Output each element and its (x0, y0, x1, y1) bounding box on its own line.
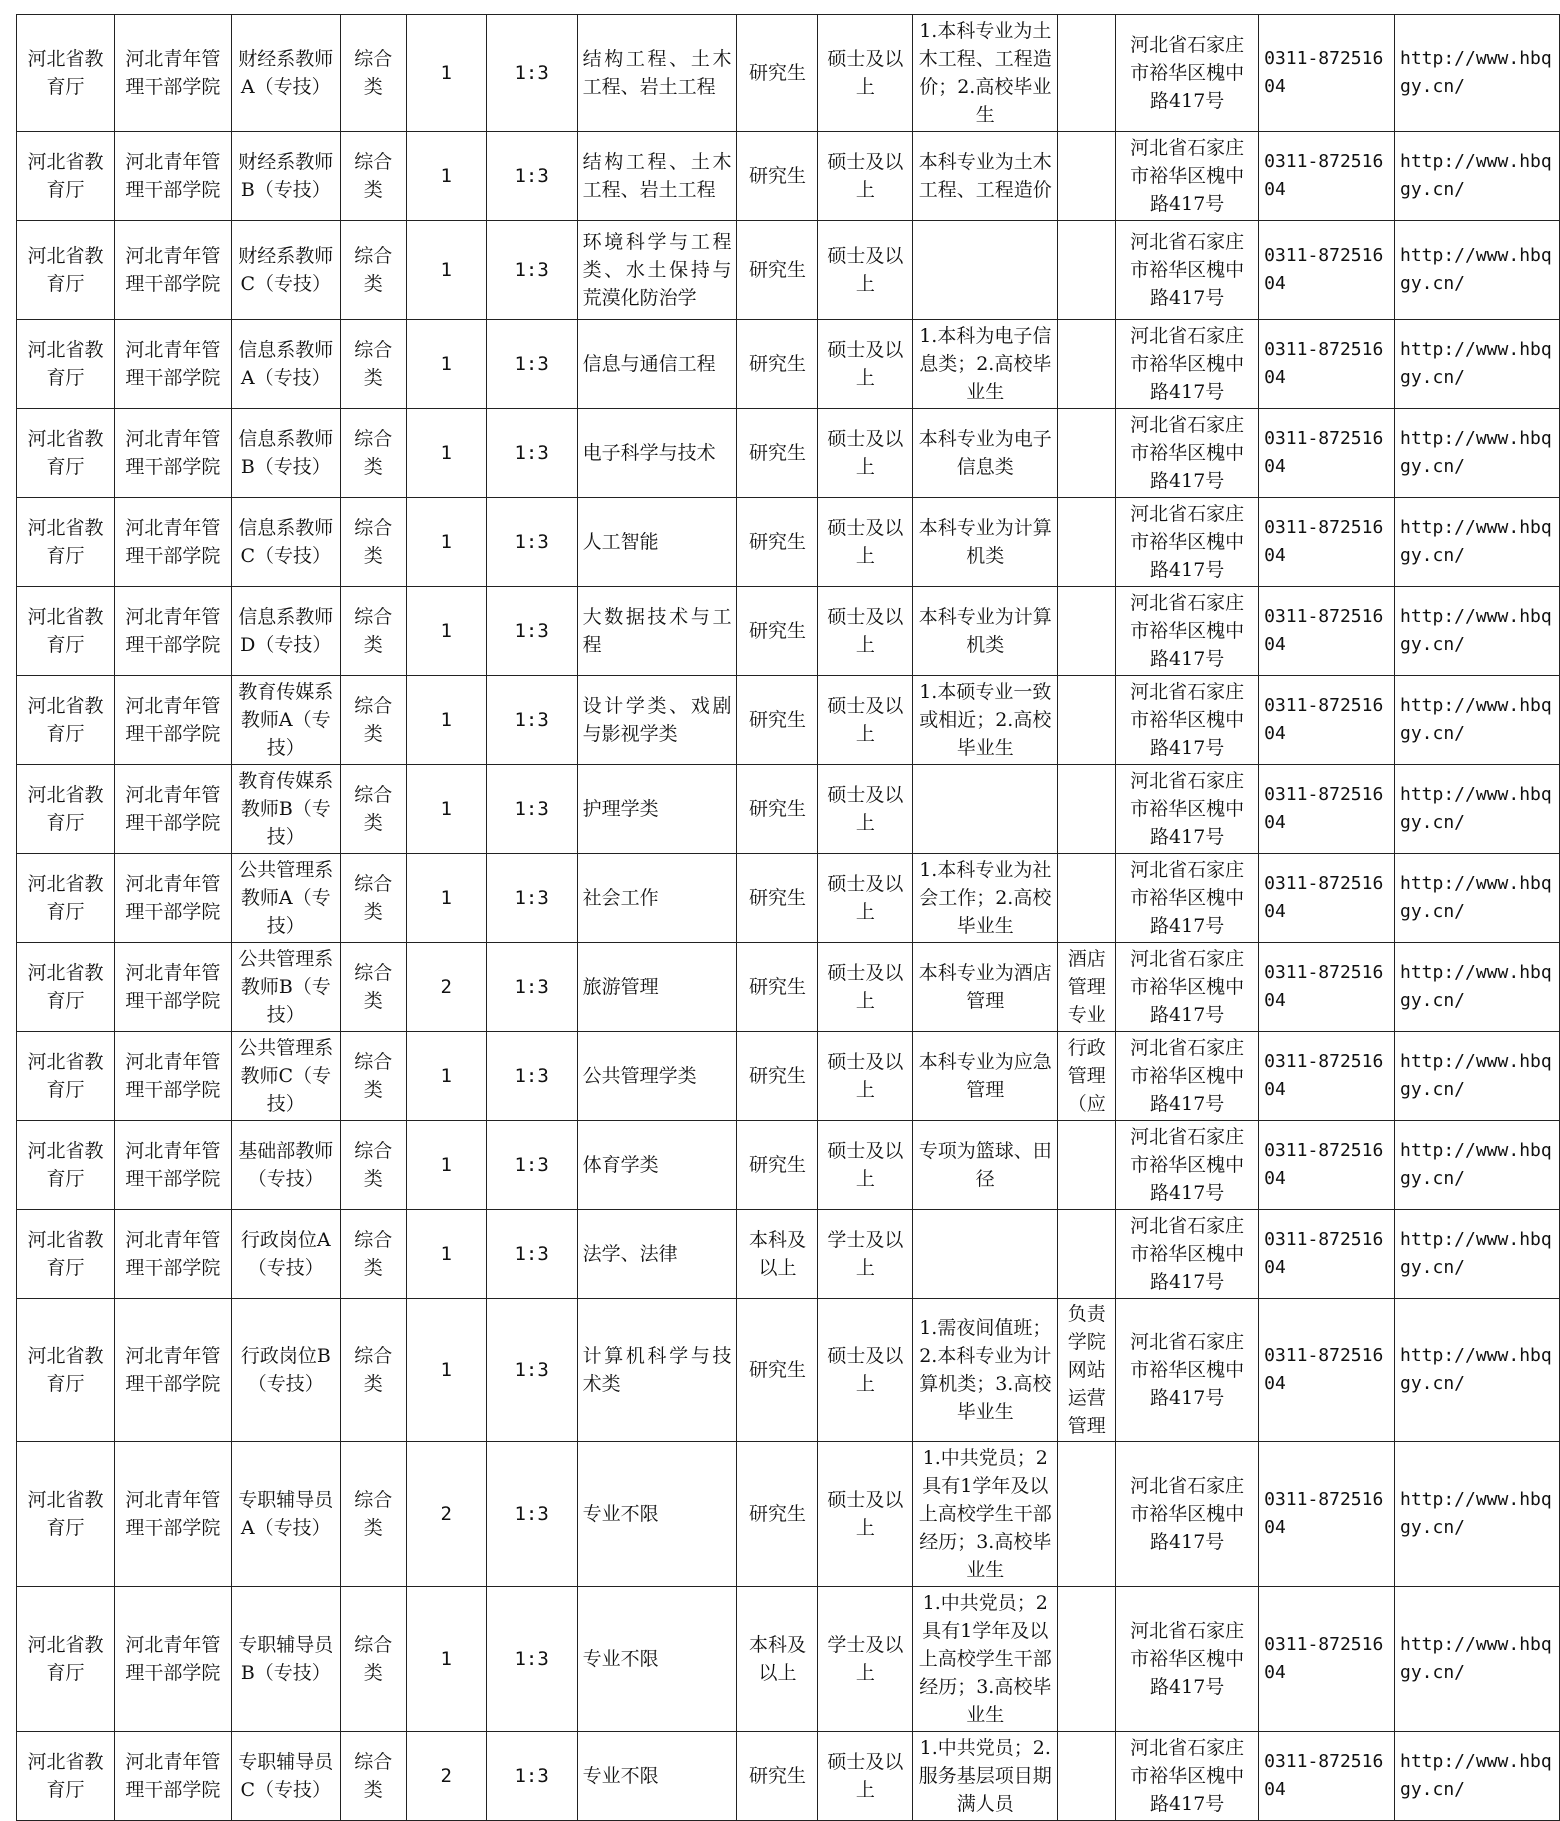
cell-remarks (1058, 765, 1116, 854)
cell-website: http://www.hbqgy.cn/ (1394, 854, 1559, 943)
cell-employer: 河北青年管理干部学院 (114, 320, 231, 409)
cell-exam-ratio: 1:3 (486, 320, 577, 409)
cell-phone: 0311-87251604 (1259, 765, 1395, 854)
cell-phone: 0311-87251604 (1259, 15, 1395, 132)
cell-major: 设计学类、戏剧与影视学类 (577, 676, 737, 765)
cell-department: 河北省教育厅 (17, 1121, 115, 1210)
cell-website: http://www.hbqgy.cn/ (1394, 15, 1559, 132)
cell-education: 本科及以上 (737, 1210, 818, 1299)
cell-department: 河北省教育厅 (17, 854, 115, 943)
cell-phone: 0311-87251604 (1259, 1210, 1395, 1299)
cell-remarks: 行政管理（应 (1058, 1032, 1116, 1121)
cell-headcount: 1 (406, 15, 486, 132)
cell-position-category: 综合类 (340, 409, 406, 498)
cell-employer: 河北青年管理干部学院 (114, 1032, 231, 1121)
cell-website: http://www.hbqgy.cn/ (1394, 1587, 1559, 1732)
cell-major: 专业不限 (577, 1442, 737, 1587)
cell-position-name: 行政岗位B（专技） (231, 1299, 340, 1442)
cell-website: http://www.hbqgy.cn/ (1394, 1299, 1559, 1442)
cell-employer: 河北青年管理干部学院 (114, 765, 231, 854)
cell-education: 研究生 (737, 221, 818, 320)
cell-degree: 学士及以上 (818, 1587, 913, 1732)
cell-degree: 硕士及以上 (818, 854, 913, 943)
cell-major: 公共管理学类 (577, 1032, 737, 1121)
cell-requirements (913, 765, 1058, 854)
cell-remarks (1058, 221, 1116, 320)
cell-address: 河北省石家庄市裕华区槐中路417号 (1116, 1299, 1259, 1442)
cell-department: 河北省教育厅 (17, 498, 115, 587)
cell-position-name: 信息系教师D（专技） (231, 587, 340, 676)
cell-position-category: 综合类 (340, 587, 406, 676)
cell-employer: 河北青年管理干部学院 (114, 15, 231, 132)
table-row (17, 676, 1560, 765)
cell-position-name: 基础部教师（专技） (231, 1121, 340, 1210)
cell-remarks (1058, 854, 1116, 943)
table-row (17, 1587, 1560, 1732)
cell-headcount: 2 (406, 943, 486, 1032)
table-body (17, 15, 1560, 1821)
table-row (17, 15, 1560, 132)
cell-major: 专业不限 (577, 1587, 737, 1732)
cell-major: 计算机科学与技术类 (577, 1299, 737, 1442)
cell-requirements: 本科专业为土木工程、工程造价 (913, 132, 1058, 221)
cell-address: 河北省石家庄市裕华区槐中路417号 (1116, 765, 1259, 854)
cell-employer: 河北青年管理干部学院 (114, 587, 231, 676)
cell-department: 河北省教育厅 (17, 943, 115, 1032)
cell-degree: 硕士及以上 (818, 320, 913, 409)
cell-major: 专业不限 (577, 1732, 737, 1821)
cell-website: http://www.hbqgy.cn/ (1394, 1732, 1559, 1821)
cell-position-category: 综合类 (340, 1121, 406, 1210)
table-row (17, 409, 1560, 498)
cell-address: 河北省石家庄市裕华区槐中路417号 (1116, 854, 1259, 943)
cell-position-category: 综合类 (340, 1299, 406, 1442)
cell-degree: 硕士及以上 (818, 1442, 913, 1587)
cell-remarks (1058, 1442, 1116, 1587)
cell-exam-ratio: 1:3 (486, 1732, 577, 1821)
cell-address: 河北省石家庄市裕华区槐中路417号 (1116, 587, 1259, 676)
recruitment-table (16, 14, 1560, 1821)
cell-phone: 0311-87251604 (1259, 1121, 1395, 1210)
table-row (17, 1210, 1560, 1299)
cell-position-category: 综合类 (340, 1442, 406, 1587)
cell-department: 河北省教育厅 (17, 1587, 115, 1732)
cell-department: 河北省教育厅 (17, 132, 115, 221)
cell-education: 研究生 (737, 1299, 818, 1442)
cell-education: 研究生 (737, 1442, 818, 1587)
cell-headcount: 1 (406, 1587, 486, 1732)
cell-requirements: 专项为篮球、田径 (913, 1121, 1058, 1210)
cell-position-category: 综合类 (340, 1732, 406, 1821)
cell-exam-ratio: 1:3 (486, 409, 577, 498)
table-row (17, 587, 1560, 676)
cell-headcount: 1 (406, 221, 486, 320)
cell-headcount: 2 (406, 1732, 486, 1821)
cell-education: 研究生 (737, 1732, 818, 1821)
cell-employer: 河北青年管理干部学院 (114, 1121, 231, 1210)
cell-position-category: 综合类 (340, 765, 406, 854)
cell-major: 旅游管理 (577, 943, 737, 1032)
cell-employer: 河北青年管理干部学院 (114, 221, 231, 320)
cell-position-name: 行政岗位A（专技） (231, 1210, 340, 1299)
cell-remarks (1058, 15, 1116, 132)
cell-position-category: 综合类 (340, 132, 406, 221)
table-row (17, 1442, 1560, 1587)
cell-phone: 0311-87251604 (1259, 1732, 1395, 1821)
cell-position-name: 专职辅导员C（专技） (231, 1732, 340, 1821)
cell-department: 河北省教育厅 (17, 676, 115, 765)
cell-phone: 0311-87251604 (1259, 1032, 1395, 1121)
cell-employer: 河北青年管理干部学院 (114, 854, 231, 943)
cell-requirements (913, 221, 1058, 320)
cell-exam-ratio: 1:3 (486, 1442, 577, 1587)
cell-exam-ratio: 1:3 (486, 498, 577, 587)
cell-website: http://www.hbqgy.cn/ (1394, 765, 1559, 854)
cell-exam-ratio: 1:3 (486, 1121, 577, 1210)
cell-requirements: 1.本科为电子信息类；2.高校毕业生 (913, 320, 1058, 409)
cell-education: 研究生 (737, 15, 818, 132)
cell-position-category: 综合类 (340, 1032, 406, 1121)
cell-website: http://www.hbqgy.cn/ (1394, 1121, 1559, 1210)
cell-position-name: 公共管理系教师C（专技） (231, 1032, 340, 1121)
cell-degree: 硕士及以上 (818, 676, 913, 765)
cell-website: http://www.hbqgy.cn/ (1394, 943, 1559, 1032)
cell-major: 信息与通信工程 (577, 320, 737, 409)
cell-requirements: 1.本科专业为土木工程、工程造价；2.高校毕业生 (913, 15, 1058, 132)
cell-major: 护理学类 (577, 765, 737, 854)
cell-education: 研究生 (737, 587, 818, 676)
cell-employer: 河北青年管理干部学院 (114, 1210, 231, 1299)
cell-phone: 0311-87251604 (1259, 132, 1395, 221)
table-row (17, 1299, 1560, 1442)
table-row (17, 320, 1560, 409)
cell-exam-ratio: 1:3 (486, 1032, 577, 1121)
cell-requirements: 本科专业为计算机类 (913, 498, 1058, 587)
cell-position-name: 信息系教师A（专技） (231, 320, 340, 409)
cell-address: 河北省石家庄市裕华区槐中路417号 (1116, 1032, 1259, 1121)
cell-education: 研究生 (737, 132, 818, 221)
cell-position-category: 综合类 (340, 676, 406, 765)
cell-headcount: 1 (406, 1210, 486, 1299)
cell-website: http://www.hbqgy.cn/ (1394, 221, 1559, 320)
cell-education: 研究生 (737, 854, 818, 943)
cell-department: 河北省教育厅 (17, 1299, 115, 1442)
cell-phone: 0311-87251604 (1259, 320, 1395, 409)
cell-address: 河北省石家庄市裕华区槐中路417号 (1116, 15, 1259, 132)
cell-remarks (1058, 320, 1116, 409)
table-row (17, 221, 1560, 320)
recruitment-table-container (16, 14, 1560, 1821)
cell-headcount: 1 (406, 320, 486, 409)
cell-headcount: 1 (406, 1299, 486, 1442)
cell-department: 河北省教育厅 (17, 221, 115, 320)
cell-position-category: 综合类 (340, 15, 406, 132)
cell-website: http://www.hbqgy.cn/ (1394, 320, 1559, 409)
cell-position-category: 综合类 (340, 854, 406, 943)
cell-remarks (1058, 587, 1116, 676)
cell-address: 河北省石家庄市裕华区槐中路417号 (1116, 409, 1259, 498)
cell-position-name: 专职辅导员A（专技） (231, 1442, 340, 1587)
cell-department: 河北省教育厅 (17, 1210, 115, 1299)
cell-address: 河北省石家庄市裕华区槐中路417号 (1116, 320, 1259, 409)
table-row (17, 1121, 1560, 1210)
cell-website: http://www.hbqgy.cn/ (1394, 1442, 1559, 1587)
cell-requirements: 本科专业为应急管理 (913, 1032, 1058, 1121)
cell-address: 河北省石家庄市裕华区槐中路417号 (1116, 1732, 1259, 1821)
table-row (17, 132, 1560, 221)
cell-address: 河北省石家庄市裕华区槐中路417号 (1116, 1121, 1259, 1210)
cell-degree: 硕士及以上 (818, 943, 913, 1032)
cell-headcount: 1 (406, 409, 486, 498)
cell-headcount: 1 (406, 676, 486, 765)
cell-employer: 河北青年管理干部学院 (114, 498, 231, 587)
cell-department: 河北省教育厅 (17, 765, 115, 854)
cell-address: 河北省石家庄市裕华区槐中路417号 (1116, 1442, 1259, 1587)
cell-position-name: 信息系教师C（专技） (231, 498, 340, 587)
cell-position-category: 综合类 (340, 1587, 406, 1732)
cell-position-category: 综合类 (340, 943, 406, 1032)
cell-remarks: 负责学院网站运营管理 (1058, 1299, 1116, 1442)
cell-major: 环境科学与工程类、水土保持与荒漠化防治学 (577, 221, 737, 320)
table-row (17, 854, 1560, 943)
cell-requirements: 1.本科专业为社会工作；2.高校毕业生 (913, 854, 1058, 943)
cell-requirements: 1.本硕专业一致或相近；2.高校毕业生 (913, 676, 1058, 765)
cell-address: 河北省石家庄市裕华区槐中路417号 (1116, 943, 1259, 1032)
cell-website: http://www.hbqgy.cn/ (1394, 1032, 1559, 1121)
cell-requirements: 本科专业为电子信息类 (913, 409, 1058, 498)
table-row (17, 1032, 1560, 1121)
table-row (17, 765, 1560, 854)
cell-remarks (1058, 409, 1116, 498)
cell-employer: 河北青年管理干部学院 (114, 409, 231, 498)
cell-headcount: 1 (406, 498, 486, 587)
cell-remarks (1058, 132, 1116, 221)
cell-position-name: 财经系教师A（专技） (231, 15, 340, 132)
cell-phone: 0311-87251604 (1259, 498, 1395, 587)
cell-website: http://www.hbqgy.cn/ (1394, 409, 1559, 498)
table-row (17, 498, 1560, 587)
cell-employer: 河北青年管理干部学院 (114, 132, 231, 221)
cell-department: 河北省教育厅 (17, 1442, 115, 1587)
cell-requirements: 1.中共党员；2.服务基层项目期满人员 (913, 1732, 1058, 1821)
cell-exam-ratio: 1:3 (486, 221, 577, 320)
cell-major: 大数据技术与工程 (577, 587, 737, 676)
cell-major: 结构工程、土木工程、岩土工程 (577, 15, 737, 132)
cell-remarks (1058, 1587, 1116, 1732)
cell-position-name: 教育传媒系教师A（专技） (231, 676, 340, 765)
cell-exam-ratio: 1:3 (486, 1210, 577, 1299)
cell-exam-ratio: 1:3 (486, 1587, 577, 1732)
cell-degree: 硕士及以上 (818, 409, 913, 498)
cell-employer: 河北青年管理干部学院 (114, 1442, 231, 1587)
cell-position-category: 综合类 (340, 498, 406, 587)
cell-position-name: 教育传媒系教师B（专技） (231, 765, 340, 854)
cell-department: 河北省教育厅 (17, 1032, 115, 1121)
cell-requirements: 1.需夜间值班；2.本科专业为计算机类；3.高校毕业生 (913, 1299, 1058, 1442)
cell-education: 研究生 (737, 1121, 818, 1210)
cell-position-name: 信息系教师B（专技） (231, 409, 340, 498)
cell-employer: 河北青年管理干部学院 (114, 1732, 231, 1821)
cell-website: http://www.hbqgy.cn/ (1394, 1210, 1559, 1299)
cell-address: 河北省石家庄市裕华区槐中路417号 (1116, 1587, 1259, 1732)
cell-address: 河北省石家庄市裕华区槐中路417号 (1116, 1210, 1259, 1299)
cell-headcount: 2 (406, 1442, 486, 1587)
cell-degree: 硕士及以上 (818, 1732, 913, 1821)
table-row (17, 1732, 1560, 1821)
cell-phone: 0311-87251604 (1259, 676, 1395, 765)
cell-exam-ratio: 1:3 (486, 765, 577, 854)
cell-phone: 0311-87251604 (1259, 854, 1395, 943)
cell-phone: 0311-87251604 (1259, 1442, 1395, 1587)
cell-department: 河北省教育厅 (17, 587, 115, 676)
cell-phone: 0311-87251604 (1259, 409, 1395, 498)
cell-degree: 硕士及以上 (818, 1032, 913, 1121)
cell-position-name: 专职辅导员B（专技） (231, 1587, 340, 1732)
cell-position-name: 公共管理系教师A（专技） (231, 854, 340, 943)
cell-exam-ratio: 1:3 (486, 854, 577, 943)
table-row (17, 943, 1560, 1032)
cell-education: 研究生 (737, 765, 818, 854)
cell-phone: 0311-87251604 (1259, 1587, 1395, 1732)
cell-position-category: 综合类 (340, 221, 406, 320)
cell-remarks (1058, 676, 1116, 765)
cell-major: 电子科学与技术 (577, 409, 737, 498)
cell-requirements: 1.中共党员；2具有1学年及以上高校学生干部经历；3.高校毕业生 (913, 1587, 1058, 1732)
cell-department: 河北省教育厅 (17, 320, 115, 409)
cell-education: 研究生 (737, 1032, 818, 1121)
cell-website: http://www.hbqgy.cn/ (1394, 498, 1559, 587)
cell-exam-ratio: 1:3 (486, 943, 577, 1032)
cell-website: http://www.hbqgy.cn/ (1394, 676, 1559, 765)
cell-remarks: 酒店管理专业 (1058, 943, 1116, 1032)
cell-degree: 硕士及以上 (818, 587, 913, 676)
cell-education: 研究生 (737, 320, 818, 409)
cell-address: 河北省石家庄市裕华区槐中路417号 (1116, 132, 1259, 221)
cell-degree: 硕士及以上 (818, 1121, 913, 1210)
cell-degree: 硕士及以上 (818, 1299, 913, 1442)
cell-position-category: 综合类 (340, 320, 406, 409)
cell-department: 河北省教育厅 (17, 409, 115, 498)
cell-headcount: 1 (406, 765, 486, 854)
cell-address: 河北省石家庄市裕华区槐中路417号 (1116, 498, 1259, 587)
cell-headcount: 1 (406, 854, 486, 943)
cell-address: 河北省石家庄市裕华区槐中路417号 (1116, 221, 1259, 320)
cell-phone: 0311-87251604 (1259, 943, 1395, 1032)
cell-headcount: 1 (406, 132, 486, 221)
cell-headcount: 1 (406, 1032, 486, 1121)
cell-employer: 河北青年管理干部学院 (114, 1299, 231, 1442)
cell-education: 本科及以上 (737, 1587, 818, 1732)
cell-education: 研究生 (737, 498, 818, 587)
cell-position-name: 财经系教师C（专技） (231, 221, 340, 320)
cell-exam-ratio: 1:3 (486, 132, 577, 221)
cell-major: 结构工程、土木工程、岩土工程 (577, 132, 737, 221)
cell-remarks (1058, 1732, 1116, 1821)
cell-requirements (913, 1210, 1058, 1299)
cell-requirements: 1.中共党员；2具有1学年及以上高校学生干部经历；3.高校毕业生 (913, 1442, 1058, 1587)
cell-education: 研究生 (737, 409, 818, 498)
cell-position-name: 公共管理系教师B（专技） (231, 943, 340, 1032)
cell-employer: 河北青年管理干部学院 (114, 676, 231, 765)
cell-degree: 硕士及以上 (818, 132, 913, 221)
cell-exam-ratio: 1:3 (486, 15, 577, 132)
cell-remarks (1058, 498, 1116, 587)
cell-remarks (1058, 1121, 1116, 1210)
cell-phone: 0311-87251604 (1259, 221, 1395, 320)
cell-requirements: 本科专业为计算机类 (913, 587, 1058, 676)
cell-department: 河北省教育厅 (17, 1732, 115, 1821)
cell-degree: 硕士及以上 (818, 15, 913, 132)
cell-position-name: 财经系教师B（专技） (231, 132, 340, 221)
cell-phone: 0311-87251604 (1259, 587, 1395, 676)
cell-major: 体育学类 (577, 1121, 737, 1210)
cell-major: 社会工作 (577, 854, 737, 943)
cell-employer: 河北青年管理干部学院 (114, 943, 231, 1032)
cell-address: 河北省石家庄市裕华区槐中路417号 (1116, 676, 1259, 765)
cell-major: 法学、法律 (577, 1210, 737, 1299)
cell-position-category: 综合类 (340, 1210, 406, 1299)
cell-degree: 硕士及以上 (818, 765, 913, 854)
cell-major: 人工智能 (577, 498, 737, 587)
cell-degree: 硕士及以上 (818, 221, 913, 320)
cell-phone: 0311-87251604 (1259, 1299, 1395, 1442)
cell-degree: 硕士及以上 (818, 498, 913, 587)
cell-headcount: 1 (406, 1121, 486, 1210)
cell-remarks (1058, 1210, 1116, 1299)
cell-department: 河北省教育厅 (17, 15, 115, 132)
cell-education: 研究生 (737, 676, 818, 765)
cell-headcount: 1 (406, 587, 486, 676)
cell-website: http://www.hbqgy.cn/ (1394, 587, 1559, 676)
cell-exam-ratio: 1:3 (486, 587, 577, 676)
cell-exam-ratio: 1:3 (486, 1299, 577, 1442)
cell-degree: 学士及以上 (818, 1210, 913, 1299)
cell-exam-ratio: 1:3 (486, 676, 577, 765)
cell-education: 研究生 (737, 943, 818, 1032)
cell-requirements: 本科专业为酒店管理 (913, 943, 1058, 1032)
cell-website: http://www.hbqgy.cn/ (1394, 132, 1559, 221)
cell-employer: 河北青年管理干部学院 (114, 1587, 231, 1732)
